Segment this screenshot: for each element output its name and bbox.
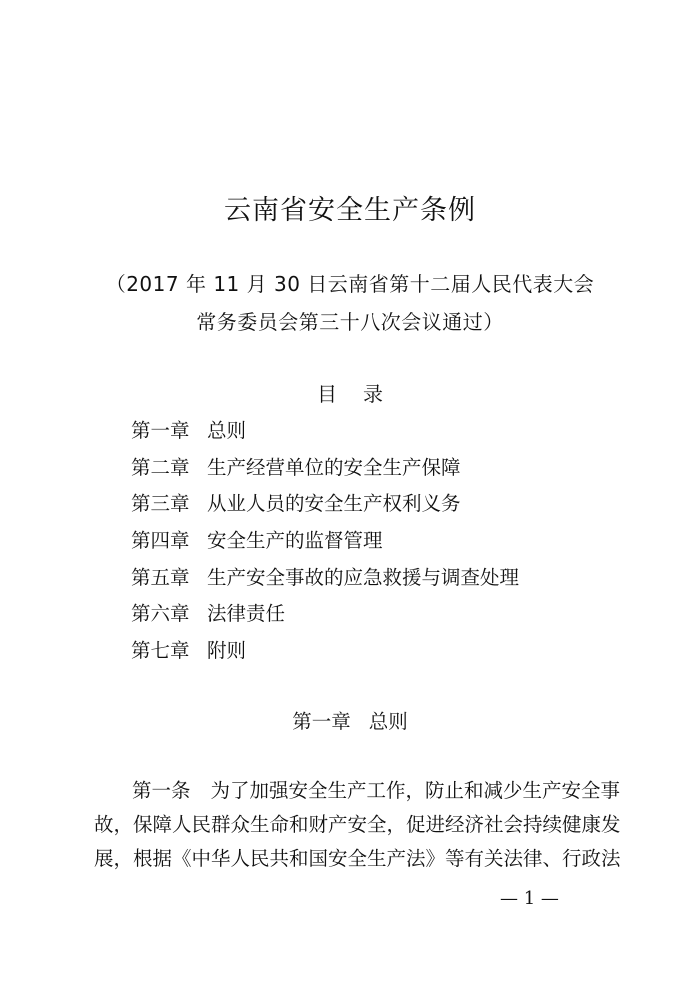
toc-chapter-number: 第五章 [131, 565, 190, 589]
toc-chapter-title: 生产安全事故的应急救援与调查处理 [207, 565, 520, 589]
toc-item [131, 486, 519, 523]
article-paragraph [94, 774, 621, 876]
paragraph-line: 故，保障人民群众生命和财产安全，促进经济社会持续健康发 [94, 813, 621, 836]
toc-item [131, 450, 519, 487]
toc-chapter-title: 生产经营单位的安全生产保障 [207, 455, 461, 479]
toc-heading-char-1: 目 [317, 382, 337, 406]
toc-chapter-number: 第三章 [131, 492, 190, 516]
toc-chapter-number: 第七章 [131, 639, 190, 663]
document-title: 云南省安全生产条例 [224, 195, 476, 226]
toc-chapter-title: 法律责任 [207, 602, 286, 626]
toc-item [131, 413, 519, 450]
toc-chapter-number: 第一章 [131, 419, 190, 442]
chapter-heading [0, 706, 700, 734]
toc-chapter-title: 附则 [207, 639, 247, 663]
toc-item [131, 633, 519, 670]
toc-chapter-title: 总则 [207, 419, 247, 442]
article-label: 第一条 [132, 779, 191, 802]
chapter-title: 总则 [368, 710, 408, 733]
page-number: — 1 — [500, 888, 559, 909]
article-text: 为了加强安全生产工作，防止和减少生产安全事 [210, 779, 621, 802]
toc-chapter-title: 安全生产的监督管理 [207, 529, 383, 553]
toc-chapter-number: 第六章 [131, 602, 190, 626]
toc-heading [0, 378, 700, 407]
toc-heading-char-2: 录 [363, 382, 383, 406]
table-of-contents [131, 413, 519, 670]
paragraph-line: 展，根据《中华人民共和国安全生产法》等有关法律、行政法 [94, 847, 621, 870]
toc-item [131, 560, 519, 597]
toc-item [131, 523, 519, 560]
chapter-number: 第一章 [292, 710, 351, 733]
toc-item [131, 596, 519, 633]
toc-chapter-number: 第四章 [131, 529, 190, 553]
toc-chapter-number: 第二章 [131, 455, 190, 479]
subtitle-line-2: 常务委员会第三十八次会议通过） [196, 310, 504, 334]
subtitle-line-1: （2017 年 11 月 30 日云南省第十二届人民代表大会 [105, 272, 595, 296]
paragraph-line [94, 774, 621, 808]
toc-chapter-title: 从业人员的安全生产权利义务 [207, 492, 461, 516]
